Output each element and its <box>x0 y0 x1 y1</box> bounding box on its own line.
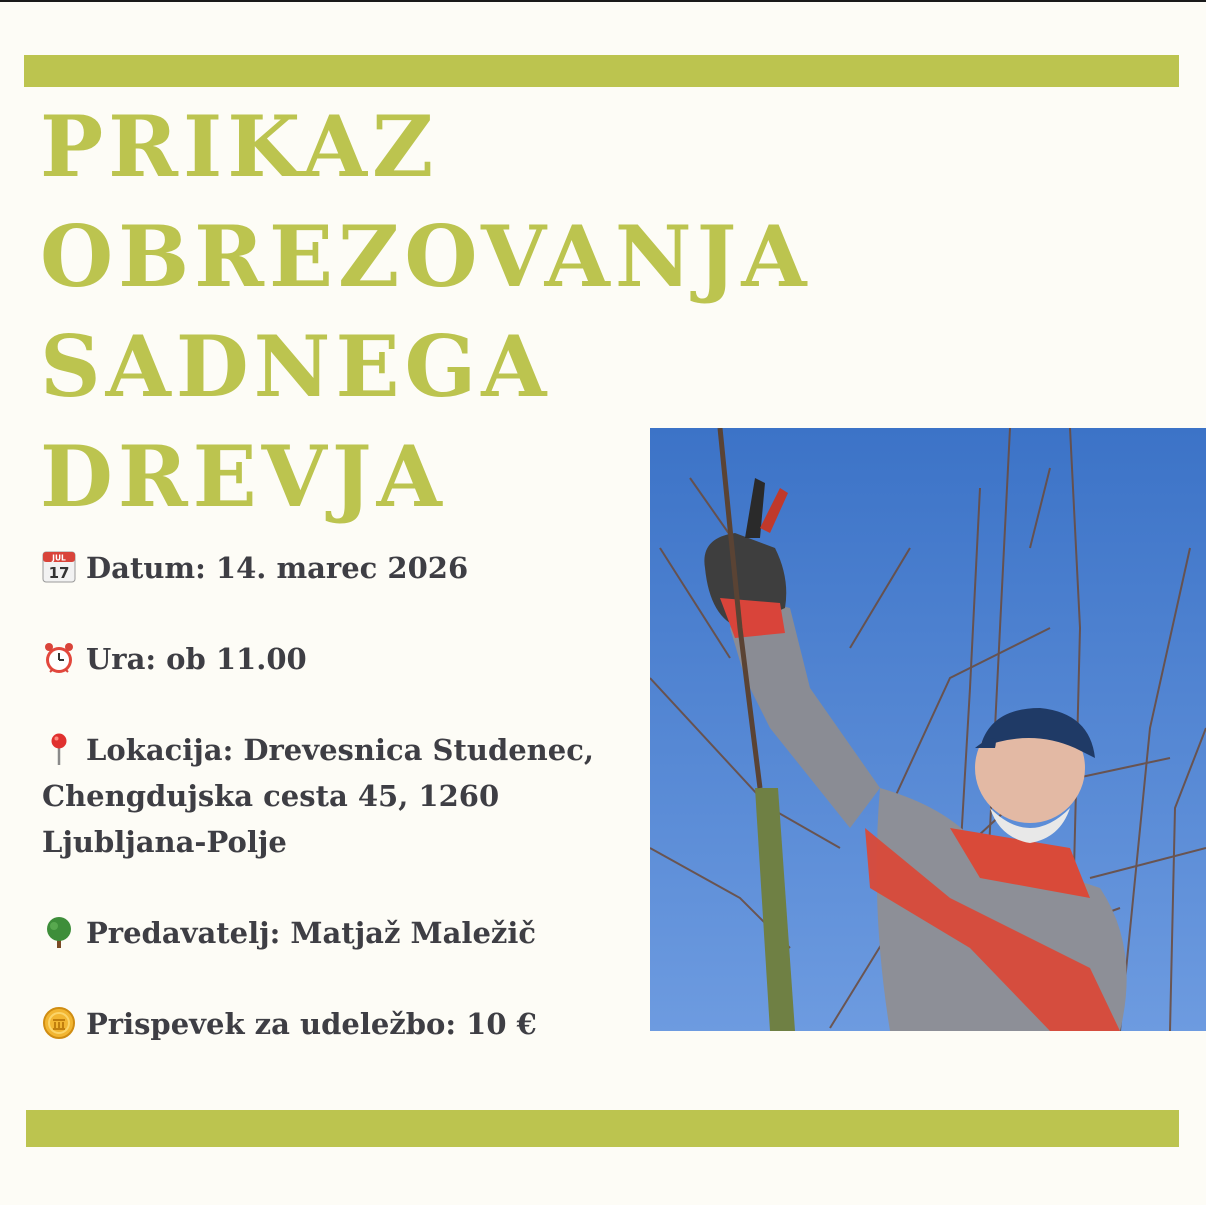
title-line-2: OBREZOVANJA <box>40 207 812 306</box>
calendar-icon <box>42 550 76 584</box>
man-pruning-tree-photo <box>650 428 1206 1031</box>
detail-fee <box>42 1001 632 1047</box>
detail-location <box>42 727 632 865</box>
bottom-accent-bar <box>26 1110 1179 1147</box>
tree-icon <box>42 915 76 949</box>
detail-lecturer <box>42 910 632 956</box>
detail-location-text: Lokacija: Drevesnica Studenec, Chengdujska cesta 45, 1260 Ljubljana-Polje <box>42 733 594 859</box>
svg-text:JUL: JUL <box>52 553 66 563</box>
pin-icon <box>42 732 76 766</box>
title-line-3: SADNEGA <box>40 317 552 416</box>
detail-fee-text: Prispevek za udeležbo: 10 € <box>86 1007 537 1041</box>
top-accent-bar <box>24 55 1179 87</box>
detail-time-text: Ura: ob 11.00 <box>86 642 307 676</box>
title-line-4: DREVJA <box>40 427 447 526</box>
detail-date <box>42 545 632 591</box>
detail-time <box>42 636 632 682</box>
title-line-1: PRIKAZ <box>40 97 439 196</box>
alarm-clock-icon <box>42 641 76 675</box>
detail-lecturer-text: Predavatelj: Matjaž Maležič <box>86 916 537 950</box>
coin-icon <box>42 1006 76 1040</box>
svg-text:17: 17 <box>48 564 70 582</box>
detail-date-text: Datum: 14. marec 2026 <box>86 551 469 585</box>
top-border-line <box>0 0 1206 2</box>
